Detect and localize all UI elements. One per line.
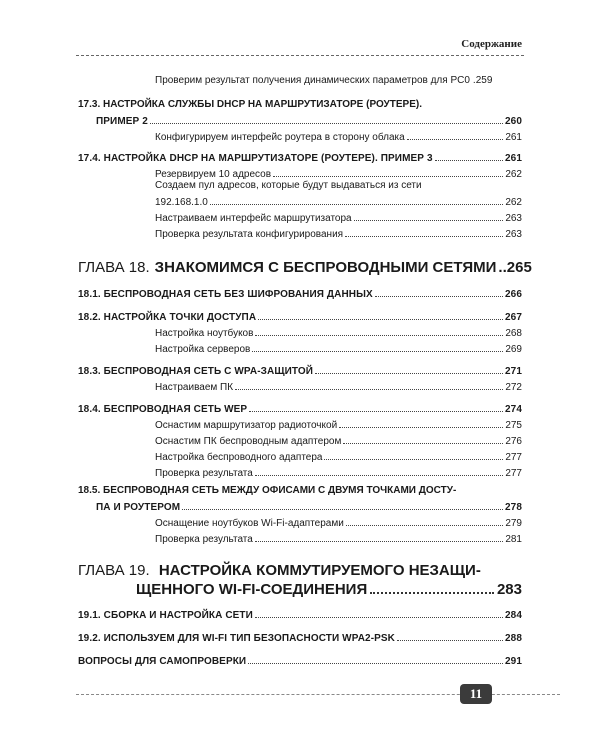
toc-entry-title: Настраиваем интерфейс маршрутизатора — [155, 213, 352, 224]
toc-entry-title: 19.1. СБОРКА И НАСТРОЙКА СЕТИ — [78, 610, 253, 621]
toc-section-title-line1[interactable]: 17.3. НАСТРОЙКА СЛУЖБЫ DHCP НА МАРШРУТИЗАТОРЕ (РОУТЕРЕ). — [78, 99, 422, 110]
toc-entry-page: 268 — [505, 328, 522, 339]
toc-entry-page: 283 — [496, 581, 522, 598]
toc-entry-page: 276 — [505, 436, 522, 447]
dot-leader — [249, 411, 503, 412]
toc-entry-page: .259 — [472, 75, 493, 86]
toc-entry[interactable] — [155, 70, 522, 86]
toc-entry-title: Настройка беспроводного адаптера — [155, 452, 323, 463]
toc-entry[interactable] — [155, 127, 522, 143]
toc-entry[interactable] — [155, 377, 522, 393]
toc-entry-title: Проверка результата — [155, 468, 253, 479]
page-number-badge: 11 — [460, 684, 492, 704]
toc-entry-page: 271 — [505, 366, 522, 377]
toc-entry[interactable] — [155, 415, 522, 431]
dot-leader — [354, 220, 504, 221]
toc-entry-page: 284 — [505, 610, 522, 621]
toc-section-entry[interactable] — [78, 497, 522, 513]
chapter-label: ГЛАВА 19. — [78, 562, 150, 579]
toc-entry-title: Оснащение ноутбуков Wi-Fi-адаптерами — [155, 518, 344, 529]
toc-entry-title: 17.4. НАСТРОЙКА DHCP НА МАРШРУТИЗАТОРЕ (РОУТЕРЕ). ПРИМЕР 3 — [78, 153, 433, 164]
toc-entry-title: Резервируем 10 адресов — [155, 169, 272, 180]
dot-leader — [315, 373, 503, 374]
toc-entry-page: 263 — [505, 213, 522, 224]
toc-entry-page: 278 — [505, 502, 522, 513]
toc-entry-title: Оснастим ПК беспроводным адаптером — [155, 436, 342, 447]
dot-leader — [150, 123, 503, 124]
dot-leader — [346, 525, 503, 526]
dot-leader — [255, 475, 503, 476]
toc-entry-title: Проверим результат получения динамических параметров для PC0 — [155, 75, 470, 86]
toc-entry-title: 18.2. НАСТРОЙКА ТОЧКИ ДОСТУПА — [78, 312, 257, 323]
chapter-title: НАСТРОЙКА КОММУТИРУЕМОГО НЕЗАЩИ- — [158, 562, 481, 579]
toc-entry-page: 269 — [505, 344, 522, 355]
toc-entry[interactable] — [155, 431, 522, 447]
dot-leader — [345, 236, 503, 237]
toc-entry[interactable] — [155, 339, 522, 355]
toc-entry-title: Настраиваем ПК — [155, 382, 234, 393]
toc-entry[interactable] — [155, 513, 522, 529]
toc-entry-page: 275 — [505, 420, 522, 431]
toc-entry-page: 277 — [505, 468, 522, 479]
dot-leader — [407, 139, 504, 140]
toc-section-entry[interactable] — [78, 284, 522, 300]
toc-entry-page: 274 — [505, 404, 522, 415]
toc-entry-title: ВОПРОСЫ ДЛЯ САМОПРОВЕРКИ — [78, 656, 247, 667]
toc-entry-title: Конфигурируем интерфейс роутера в сторону облака — [155, 132, 405, 143]
toc-entry-page: ..265 — [498, 259, 532, 276]
dot-leader — [370, 592, 494, 594]
toc-entry-page: 263 — [505, 229, 522, 240]
toc-entry[interactable] — [155, 164, 522, 180]
dot-leader — [375, 296, 503, 297]
dot-leader — [343, 443, 503, 444]
dot-leader — [252, 351, 503, 352]
toc-entry[interactable] — [155, 529, 522, 545]
toc-chapter-entry[interactable] — [136, 578, 522, 598]
dot-leader — [248, 663, 503, 664]
dot-leader — [255, 335, 503, 336]
toc-section-entry[interactable] — [78, 605, 522, 621]
chapter-label: ГЛАВА 18. — [78, 259, 150, 276]
toc-chapter-entry[interactable] — [78, 256, 532, 276]
toc-entry-title: Настройка ноутбуков — [155, 328, 254, 339]
toc-entry-page: 272 — [505, 382, 522, 393]
toc-entry-title: Проверка результата конфигурирования — [155, 229, 344, 240]
toc-section-entry[interactable] — [78, 628, 522, 644]
toc-entry-page: 261 — [505, 153, 522, 164]
toc-entry-page: 261 — [505, 132, 522, 143]
dot-leader — [435, 160, 503, 161]
toc-section-title-line1[interactable]: 18.5. БЕСПРОВОДНАЯ СЕТЬ МЕЖДУ ОФИСАМИ С ДВУМЯ ТОЧКАМИ ДОСТУ- — [78, 485, 457, 496]
dot-leader — [235, 389, 503, 390]
toc-entry-page: 262 — [505, 169, 522, 180]
toc-entry-page: 267 — [505, 312, 522, 323]
dot-leader — [210, 204, 503, 205]
toc-entry-page: 262 — [505, 197, 522, 208]
toc-section-entry[interactable] — [78, 399, 522, 415]
toc-entry-page: 266 — [505, 289, 522, 300]
toc-section-entry[interactable] — [78, 148, 522, 164]
toc-entry-page: 291 — [505, 656, 522, 667]
dot-leader — [397, 640, 503, 641]
toc-entry[interactable] — [155, 192, 522, 208]
toc-entry[interactable] — [155, 323, 522, 339]
dot-leader — [339, 427, 503, 428]
header-divider — [76, 55, 524, 56]
toc-entry-title: Проверка результата — [155, 534, 253, 545]
toc-entry-page: 288 — [505, 633, 522, 644]
toc-section-entry[interactable] — [78, 307, 522, 323]
toc-entry-title: 18.1. БЕСПРОВОДНАЯ СЕТЬ БЕЗ ШИФРОВАНИЯ ДАННЫХ — [78, 289, 373, 300]
toc-entry-title: 18.4. БЕСПРОВОДНАЯ СЕТЬ WEP — [78, 404, 248, 415]
toc-entry-title: 192.168.1.0 — [155, 197, 208, 208]
toc-entry-title-line1[interactable]: Создаем пул адресов, которые будут выдаваться из сети — [155, 180, 422, 191]
toc-entry-title: 18.3. БЕСПРОВОДНАЯ СЕТЬ С WPA-ЗАЩИТОЙ — [78, 366, 314, 377]
toc-entry[interactable] — [155, 224, 522, 240]
toc-entry-title: ПА И РОУТЕРОМ — [96, 502, 181, 513]
dot-leader — [273, 176, 503, 177]
toc-section-entry[interactable] — [78, 361, 522, 377]
toc-entry-title: Настройка серверов — [155, 344, 251, 355]
running-header-title: Содержание — [461, 38, 522, 50]
toc-entry[interactable] — [155, 463, 522, 479]
toc-entry[interactable] — [155, 208, 522, 224]
toc-entry-page: 260 — [505, 116, 522, 127]
dot-leader — [182, 509, 503, 510]
chapter-title: ЗНАКОМИМСЯ С БЕСПРОВОДНЫМИ СЕТЯМИ — [154, 259, 497, 276]
toc-entry[interactable] — [155, 447, 522, 463]
toc-entry-page: 281 — [505, 534, 522, 545]
toc-entry-page: 277 — [505, 452, 522, 463]
dot-leader — [258, 319, 503, 320]
dot-leader — [255, 617, 503, 618]
toc-chapter-title-line1[interactable] — [78, 562, 522, 579]
toc-section-entry[interactable] — [78, 651, 522, 667]
dot-leader — [324, 459, 503, 460]
chapter-title: ЩЕННОГО WI-FI-СОЕДИНЕНИЯ — [136, 581, 368, 598]
toc-section-entry[interactable] — [78, 111, 522, 127]
toc-entry-title: 19.2. ИСПОЛЬЗУЕМ ДЛЯ WI-FI ТИП БЕЗОПАСНОСТИ WPA2-PSK — [78, 633, 396, 644]
toc-entry-title: Оснастим маршрутизатор радиоточкой — [155, 420, 338, 431]
dot-leader — [255, 541, 503, 542]
toc-entry-title: ПРИМЕР 2 — [96, 116, 148, 127]
toc-entry-page: 279 — [505, 518, 522, 529]
